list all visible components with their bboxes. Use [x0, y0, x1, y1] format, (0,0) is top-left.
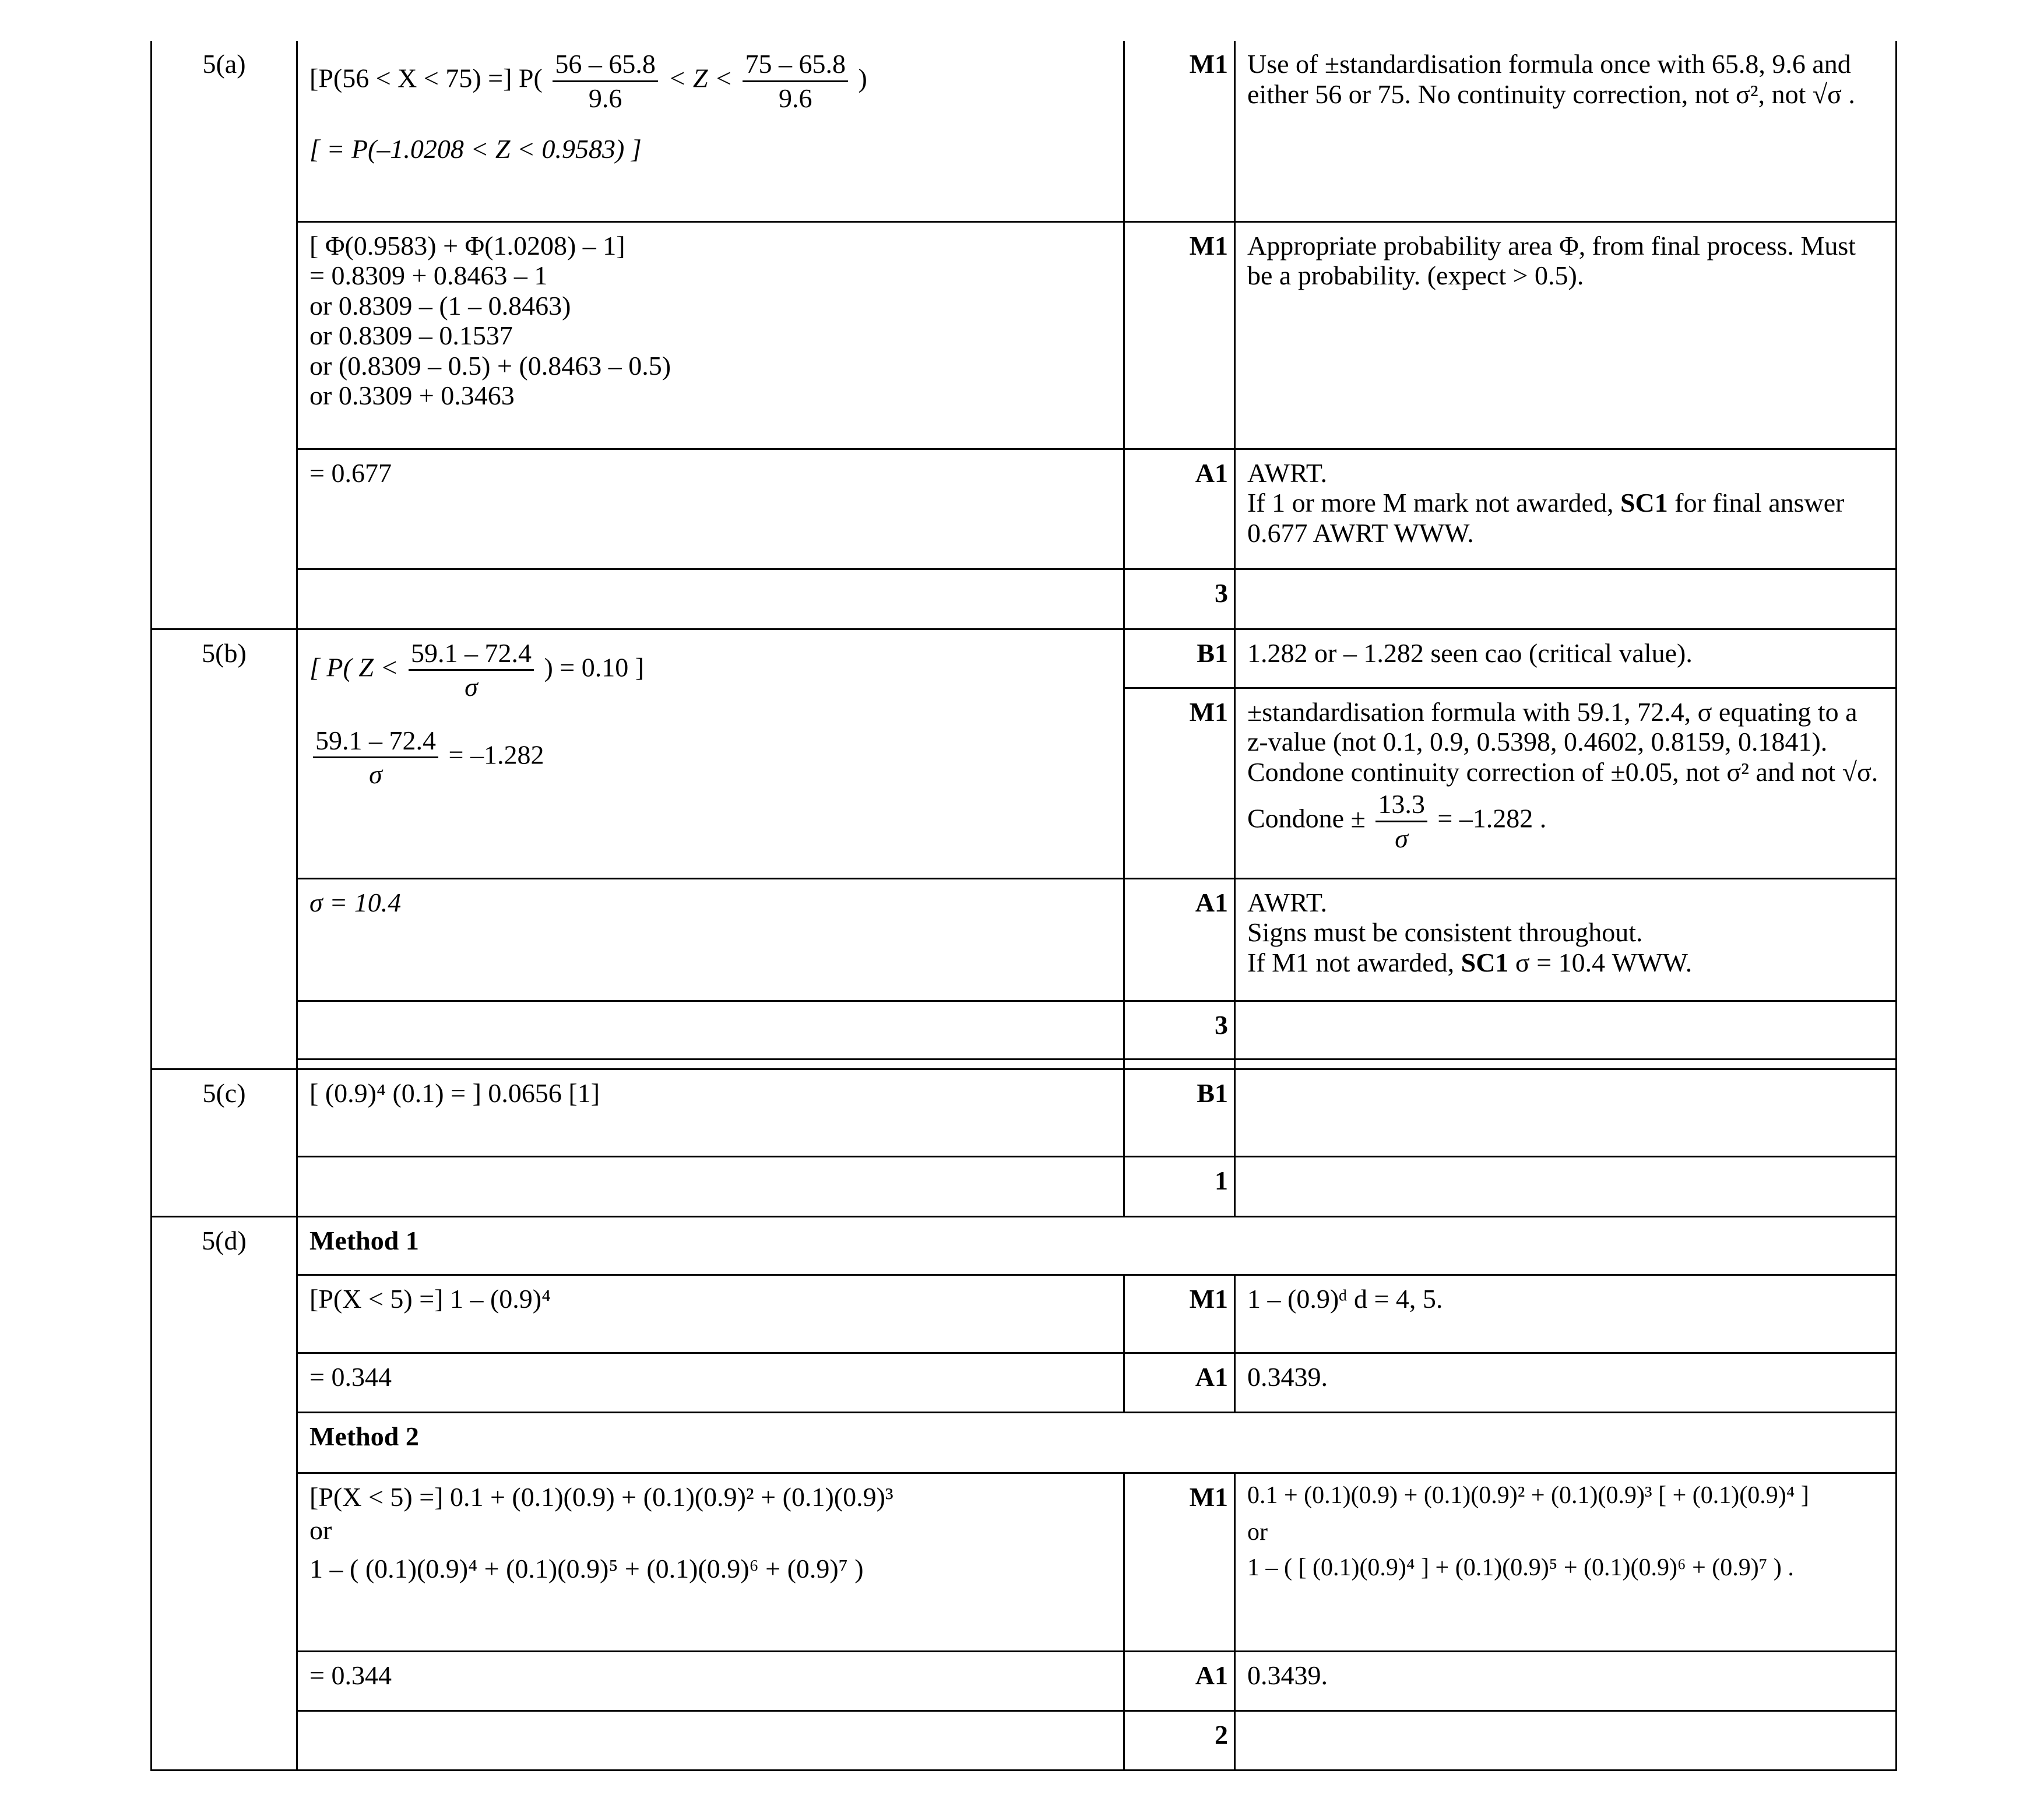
special-case-code: SC1 — [1461, 947, 1509, 977]
table-row — [152, 1651, 1897, 1711]
question-label: 5(b) — [152, 629, 297, 1069]
section-separator — [152, 1059, 1897, 1069]
guidance-text: either 56 or 75. No continuity correction, not σ², not √σ . — [1247, 79, 1855, 109]
empty-cell — [1235, 1711, 1897, 1770]
guidance-text: AWRT. — [1247, 887, 1328, 917]
table-row — [152, 1156, 1897, 1216]
special-case-code: SC1 — [1620, 488, 1668, 518]
mark-code: M1 — [1124, 41, 1235, 221]
table-row — [152, 1275, 1897, 1353]
answer-text: = –1.282 — [448, 740, 544, 770]
table-row — [152, 41, 1897, 221]
answer-text: [ P( Z < — [309, 652, 399, 682]
answer-text: ) = 0.10 ] — [544, 652, 645, 682]
answer-text: ) — [858, 63, 867, 93]
guidance-text: Use of ±standardisation formula once with 65.8, 9.6 and — [1247, 49, 1851, 79]
guidance-cell — [1235, 878, 1897, 1001]
fraction-denominator: 9.6 — [588, 83, 622, 113]
answer-text: [ Φ(0.9583) + Φ(1.0208) – 1] — [309, 230, 625, 261]
empty-cell — [1235, 1156, 1897, 1216]
empty-cell — [297, 1001, 1124, 1059]
answer-text: = 0.344 — [297, 1353, 1124, 1412]
guidance-text — [1247, 948, 1884, 978]
guidance-cell — [1235, 688, 1897, 878]
table-row — [152, 1473, 1897, 1651]
fraction — [313, 726, 438, 790]
separator-cell — [297, 1059, 1124, 1069]
guidance-text: σ = 10.4 WWW. — [1508, 947, 1693, 977]
answer-text: or — [309, 1515, 332, 1546]
guidance-text: for final answer — [1667, 488, 1845, 518]
guidance-text: Condone ± — [1247, 803, 1366, 833]
empty-cell — [297, 1156, 1124, 1216]
table-row — [152, 221, 1897, 449]
separator-cell — [1124, 1059, 1235, 1069]
answer-text: [ (0.9)⁴ (0.1) = ] 0.0656 [1] — [297, 1069, 1124, 1156]
mark-scheme-table — [150, 41, 1897, 1771]
guidance-text: 0.3439. — [1235, 1651, 1897, 1711]
mark-code: A1 — [1124, 449, 1235, 569]
guidance-text: ±standardisation formula with 59.1, 72.4, σ equating to a — [1247, 696, 1857, 727]
table-row — [152, 1412, 1897, 1473]
mark-code: M1 — [1124, 221, 1235, 449]
guidance-text: If 1 or more M mark not awarded, — [1247, 488, 1620, 518]
separator-cell — [1235, 1059, 1897, 1069]
answer-text: = 0.344 — [297, 1651, 1124, 1711]
answer-cell — [297, 221, 1124, 449]
mark-code: A1 — [1124, 878, 1235, 1001]
empty-cell — [297, 569, 1124, 629]
answer-text: or (0.8309 – 0.5) + (0.8463 – 0.5) — [309, 350, 671, 381]
table-row — [152, 1711, 1897, 1770]
total-marks: 1 — [1124, 1156, 1235, 1216]
fraction — [743, 49, 848, 113]
table-row — [152, 449, 1897, 569]
guidance-text: AWRT. — [1247, 457, 1328, 488]
guidance-text: Signs must be consistent throughout. — [1247, 917, 1643, 948]
empty-cell — [297, 1711, 1124, 1770]
answer-text: [P(X < 5) =] 1 – (0.9)⁴ — [297, 1275, 1124, 1353]
fraction-numerator: 75 – 65.8 — [743, 49, 848, 82]
guidance-cell — [1235, 41, 1897, 221]
answer-text: or 0.3309 + 0.3463 — [309, 381, 515, 411]
guidance-text: 1.282 or – 1.282 seen cao (critical value). — [1235, 629, 1897, 688]
answer-text: 1 – ( (0.1)(0.9)⁴ + (0.1)(0.9)⁵ + (0.1)(0.9)⁶ + (0.9)⁷ ) — [309, 1553, 864, 1583]
guidance-text: 0.1 + (0.1)(0.9) + (0.1)(0.9)² + (0.1)(0.9)³ [ + (0.1)(0.9)⁴ ] — [1247, 1481, 1809, 1509]
guidance-text: 0.677 AWRT WWW. — [1247, 518, 1474, 548]
guidance-text: = –1.282 . — [1437, 803, 1547, 833]
answer-text: or 0.8309 – (1 – 0.8463) — [309, 290, 571, 321]
fraction-numerator: 59.1 – 72.4 — [313, 726, 438, 759]
mark-code: M1 — [1124, 1275, 1235, 1353]
answer-text: or 0.8309 – 0.1537 — [309, 321, 513, 351]
empty-cell — [1235, 1069, 1897, 1156]
guidance-text: Appropriate probability area Φ, from final process. Must be a probability. (expect > 0.5). — [1235, 221, 1897, 449]
guidance-cell — [1235, 449, 1897, 569]
guidance-text — [1247, 488, 1884, 518]
fraction-numerator: 59.1 – 72.4 — [409, 638, 534, 671]
answer-text: = 0.677 — [297, 449, 1124, 569]
total-marks: 2 — [1124, 1711, 1235, 1770]
answer-text: = 0.8309 + 0.8463 – 1 — [309, 261, 548, 291]
answer-cell — [297, 41, 1124, 221]
guidance-text: 0.3439. — [1235, 1353, 1897, 1412]
guidance-text: or — [1247, 1518, 1268, 1546]
answer-text: σ = 10.4 — [297, 878, 1124, 1001]
guidance-text: z-value (not 0.1, 0.9, 0.5398, 0.4602, 0.8159, 0.1841). — [1247, 727, 1828, 757]
table-row — [152, 1069, 1897, 1156]
method-heading: Method 2 — [297, 1412, 1897, 1473]
method-heading: Method 1 — [297, 1216, 1897, 1275]
answer-text: < Z < — [668, 63, 733, 93]
total-marks: 3 — [1124, 1001, 1235, 1059]
table-row — [152, 1001, 1897, 1059]
guidance-text: Condone continuity correction of ±0.05, not σ² and not √σ. — [1247, 756, 1878, 787]
guidance-cell — [1235, 1473, 1897, 1651]
fraction — [553, 49, 658, 113]
mark-code: B1 — [1124, 629, 1235, 688]
question-label: 5(a) — [152, 41, 297, 629]
table-row — [152, 878, 1897, 1001]
question-label: 5(c) — [152, 1069, 297, 1216]
fraction-numerator: 13.3 — [1375, 789, 1427, 822]
table-row — [152, 629, 1897, 688]
answer-cell — [297, 629, 1124, 878]
mark-code: B1 — [1124, 1069, 1235, 1156]
fraction-denominator: 9.6 — [778, 83, 812, 113]
guidance-text: 1 – ( [ (0.1)(0.9)⁴ ] + (0.1)(0.9)⁵ + (0.1)(0.9)⁶ + (0.9)⁷ ) . — [1247, 1554, 1794, 1581]
mark-code: A1 — [1124, 1353, 1235, 1412]
guidance-text: If M1 not awarded, — [1247, 947, 1461, 977]
fraction-denominator: σ — [1395, 823, 1408, 853]
mark-code: M1 — [1124, 1473, 1235, 1651]
mark-code: M1 — [1124, 688, 1235, 878]
fraction-denominator: σ — [369, 759, 382, 790]
empty-cell — [1235, 569, 1897, 629]
total-marks: 3 — [1124, 569, 1235, 629]
table-row — [152, 1353, 1897, 1412]
question-label: 5(d) — [152, 1216, 297, 1770]
answer-text: [P(X < 5) =] 0.1 + (0.1)(0.9) + (0.1)(0.9)² + (0.1)(0.9)³ — [309, 1481, 893, 1512]
guidance-text: 1 – (0.9)ᵈ d = 4, 5. — [1235, 1275, 1897, 1353]
table-row — [152, 569, 1897, 629]
answer-text: [ = P(–1.0208 < Z < 0.9583) ] — [309, 134, 642, 164]
fraction-denominator: σ — [465, 672, 478, 702]
mark-code: A1 — [1124, 1651, 1235, 1711]
fraction — [1375, 789, 1427, 853]
fraction-numerator: 56 – 65.8 — [553, 49, 658, 82]
answer-cell — [297, 1473, 1124, 1651]
empty-cell — [1235, 1001, 1897, 1059]
answer-text: [P(56 < X < 75) =] P( — [309, 63, 543, 93]
fraction — [409, 638, 534, 702]
table-row — [152, 1216, 1897, 1275]
